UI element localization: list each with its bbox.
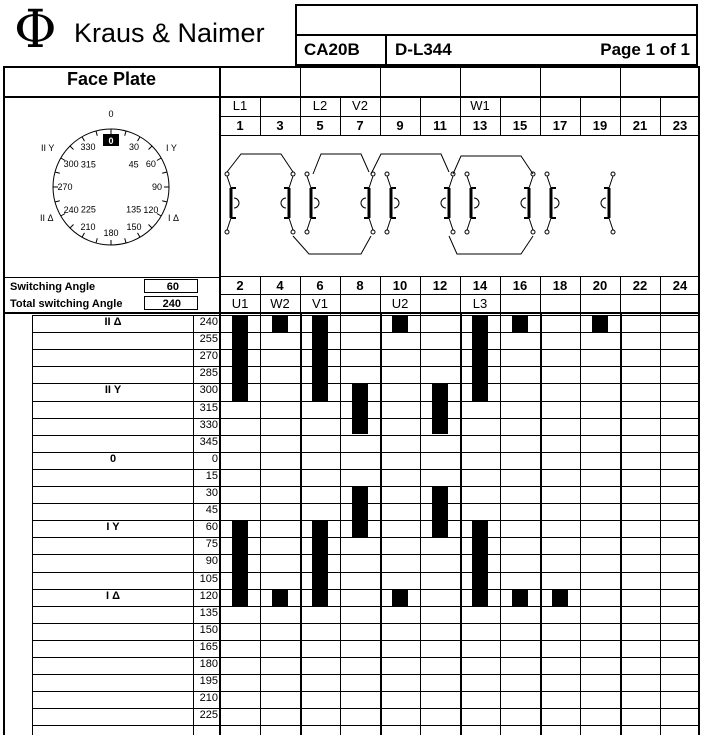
contact-closed-bar (392, 316, 408, 332)
dial-position-label: 0 (108, 109, 114, 119)
terminal-bottom-label: W2 (270, 296, 290, 311)
contact-closed-bar (472, 521, 488, 606)
dial-number: 225 (80, 204, 96, 215)
contact-closed-bar (432, 384, 448, 434)
dial-number: 210 (80, 221, 96, 232)
position-angle: 255 (199, 333, 218, 345)
position-angle: 300 (199, 384, 218, 396)
contact-closed-bar (312, 316, 328, 401)
dial-number: 150 (126, 221, 142, 232)
terminal-bottom-number: 8 (356, 278, 364, 293)
total-angle-value: 240 (162, 298, 181, 310)
dial-position-label: I Δ (168, 213, 180, 223)
dial-position-label: II Y (41, 143, 55, 153)
dial-number: 0 (108, 136, 114, 146)
grid-hline (32, 623, 700, 624)
grid-hline (32, 366, 700, 367)
grid-vline (300, 313, 302, 735)
grid-hline (32, 469, 700, 470)
position-angle: 210 (199, 692, 218, 704)
terminal-bottom-label: U2 (391, 296, 409, 311)
contact-closed-bar (592, 316, 608, 332)
grid-hline (32, 725, 700, 726)
terminal-top-number: 19 (592, 118, 608, 133)
terminal-top-number: 21 (632, 118, 648, 133)
contact-closed-bar (432, 487, 448, 537)
position-angle: 330 (199, 419, 218, 431)
face-plate-title: Face Plate (66, 69, 157, 89)
position-angle: 30 (205, 487, 218, 499)
position-angle: 15 (205, 470, 218, 482)
position-name: II Δ (104, 316, 122, 328)
terminal-top-number: 1 (236, 118, 244, 133)
grid-hline (32, 657, 700, 658)
terminal-top-number: 7 (356, 118, 364, 133)
terminal-top-label: W1 (470, 98, 490, 113)
contact-closed-bar (312, 521, 328, 606)
position-angle: 165 (199, 641, 218, 653)
dial-number: 330 (80, 142, 96, 153)
grid-hline (32, 349, 700, 350)
position-name: I Δ (105, 590, 121, 602)
grid-vline (260, 313, 261, 735)
grid-vline (500, 313, 501, 735)
dial-position-label: II Δ (40, 213, 54, 223)
contact-closed-bar (552, 590, 568, 606)
position-angle: 60 (205, 521, 218, 533)
dial-number: 315 (80, 159, 96, 170)
position-angle: 240 (199, 316, 218, 328)
terminal-top-number: 9 (396, 118, 404, 133)
dial-number: 240 (63, 205, 79, 215)
position-angle: 0 (211, 453, 218, 465)
terminal-bottom-number: 18 (552, 278, 568, 293)
contact-closed-bar (512, 590, 528, 606)
grid-hline (32, 435, 700, 436)
terminal-top-number: 23 (672, 118, 688, 133)
position-angle: 90 (205, 555, 218, 567)
contact-closed-bar (272, 316, 288, 332)
position-angle: 105 (199, 573, 218, 585)
position-angle: 285 (199, 367, 218, 379)
dial-number: 270 (57, 182, 73, 192)
position-angle: 315 (199, 402, 218, 414)
contact-closed-bar (272, 590, 288, 606)
dial-number: 90 (151, 182, 163, 192)
grid-vline (460, 313, 462, 735)
grid-vline (580, 313, 581, 735)
terminal-bottom-label: L3 (472, 296, 488, 311)
position-angle: 180 (199, 658, 218, 670)
terminal-bottom-label: V1 (312, 296, 328, 311)
company-name: Kraus & Naimer (74, 18, 265, 48)
total-angle-label: Total switching Angle (10, 298, 123, 310)
contact-closed-bar (232, 521, 248, 606)
position-angle: 225 (199, 709, 218, 721)
grid-hline (32, 537, 700, 538)
grid-vline (340, 313, 341, 735)
grid-vline (540, 313, 542, 735)
grid-hline (32, 572, 700, 573)
position-angle: 270 (199, 350, 218, 362)
terminal-top-number: 15 (512, 118, 528, 133)
position-angle: 135 (199, 607, 218, 619)
terminal-top-number: 11 (433, 118, 447, 133)
terminal-bottom-label: U1 (231, 296, 249, 311)
position-name: 0 (109, 453, 117, 465)
terminal-top-number: 17 (552, 118, 568, 133)
grid-vline (420, 313, 421, 735)
grid-hline (32, 554, 700, 555)
contact-closed-bar (512, 316, 528, 332)
terminal-top-label: L1 (232, 98, 248, 113)
contact-closed-bar (352, 384, 368, 434)
contact-closed-bar (472, 316, 488, 401)
model-number: CA20B (304, 40, 360, 59)
terminal-bottom-number: 12 (432, 278, 448, 293)
terminal-bottom-number: 24 (672, 278, 688, 293)
dial-number: 60 (145, 159, 156, 169)
grid-vline (620, 313, 622, 735)
grid-hline (32, 640, 700, 641)
contact-closed-bar (392, 590, 408, 606)
position-name: II Y (104, 384, 122, 396)
terminal-bottom-number: 4 (276, 278, 284, 293)
position-angle: 150 (199, 624, 218, 636)
dial-number: 30 (128, 142, 140, 153)
terminal-top-label: L2 (312, 98, 328, 113)
terminal-bottom-number: 10 (392, 278, 408, 293)
terminal-top-number: 5 (316, 118, 324, 133)
contact-closed-bar (352, 487, 368, 537)
page-indicator: Page 1 of 1 (600, 40, 690, 59)
position-angle: 345 (199, 436, 218, 448)
switching-angle-value: 60 (166, 281, 179, 293)
grid-hline (32, 691, 700, 692)
grid-hline (32, 674, 700, 675)
grid-hline (32, 332, 700, 333)
dial-number: 135 (126, 204, 142, 215)
terminal-bottom-number: 20 (592, 278, 608, 293)
position-name: I Y (106, 521, 120, 533)
position-angle: 120 (199, 590, 218, 602)
switching-angle-label: Switching Angle (10, 281, 96, 293)
position-angle: 45 (205, 504, 218, 516)
dial-number: 45 (128, 159, 139, 170)
terminal-top-label: V2 (352, 98, 368, 113)
dial-position-label: I Y (166, 143, 177, 153)
contact-closed-bar (232, 316, 248, 401)
terminal-top-number: 13 (472, 118, 488, 133)
dial-number: 300 (63, 159, 79, 169)
terminal-top-number: 3 (276, 118, 284, 133)
position-angle: 75 (205, 538, 218, 550)
terminal-bottom-number: 16 (512, 278, 528, 293)
logo-phi-glyph: Φ (14, 0, 57, 60)
diagram-number: D-L344 (395, 40, 452, 59)
position-angle: 195 (199, 675, 218, 687)
terminal-bottom-number: 14 (472, 278, 488, 293)
dial-number: 120 (143, 205, 159, 215)
terminal-bottom-number: 22 (632, 278, 648, 293)
terminal-bottom-number: 2 (236, 278, 244, 293)
grid-vline (380, 313, 382, 735)
grid-hline (32, 708, 700, 709)
grid-vline (660, 313, 661, 735)
dial-number: 180 (103, 228, 119, 238)
grid-hline (32, 606, 700, 607)
terminal-bottom-number: 6 (316, 278, 324, 293)
